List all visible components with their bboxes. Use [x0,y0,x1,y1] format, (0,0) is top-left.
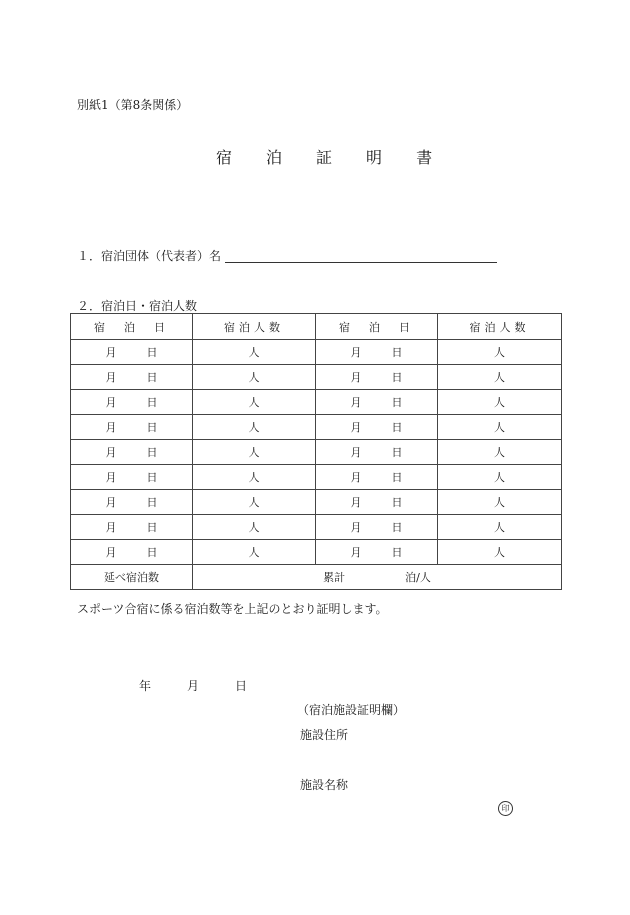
person-label: 人 [248,471,260,484]
section2-label: ２．宿泊日・宿泊人数 [77,299,198,313]
day-label: 日 [146,521,158,534]
guest-count-cell[interactable] [438,515,562,540]
section1-label: １．宿泊団体（代表者）名 [77,249,222,263]
table-row [71,365,562,390]
table-row [71,540,562,565]
month-label: 月 [105,446,117,459]
day-label: 日 [391,446,403,459]
guest-count-cell[interactable] [193,540,316,565]
month-label: 月 [105,471,117,484]
person-label: 人 [248,396,260,409]
guest-count-cell[interactable] [438,415,562,440]
stay-date-cell[interactable] [71,365,193,390]
stay-date-cell[interactable] [316,340,438,365]
day-label: 日 [146,421,158,434]
stay-date-cell[interactable] [71,340,193,365]
day-label: 日 [391,521,403,534]
month-label: 月 [105,371,117,384]
cumulative-label: 累計 [323,571,346,584]
day-label: 日 [391,471,403,484]
guest-count-cell[interactable] [193,415,316,440]
stay-date-cell[interactable] [316,515,438,540]
stay-date-cell[interactable] [316,390,438,415]
person-label: 人 [248,521,260,534]
day-label: 日 [146,471,158,484]
person-label: 人 [494,521,505,534]
day-label: 日 [146,346,158,359]
month-label: 月 [105,496,117,509]
guest-count-cell[interactable] [193,465,316,490]
stay-date-cell[interactable] [71,440,193,465]
stay-date-cell[interactable] [316,365,438,390]
total-row [71,565,562,590]
month-label: 月 [350,471,362,484]
stay-date-cell[interactable] [71,490,193,515]
header-guest-count: 宿泊人数 [193,314,316,340]
header-stay-date: 宿 泊 日 [71,314,193,340]
header-guest-count: 宿泊人数 [438,314,562,340]
person-label: 人 [248,346,260,359]
month-label: 月 [105,346,117,359]
month-label: 月 [350,396,362,409]
day-label: 日 [391,346,403,359]
guest-count-cell[interactable] [438,390,562,415]
facility-address-label: 施設住所 [300,728,349,742]
day-label: 日 [391,546,403,559]
person-label: 人 [494,396,505,409]
person-label: 人 [494,496,505,509]
stay-date-cell[interactable] [316,415,438,440]
guest-count-cell[interactable] [193,515,316,540]
day-label: 日 [146,496,158,509]
table-row [71,465,562,490]
header-note: 別紙1（第8条関係） [77,98,189,112]
title-char: 書 [416,148,433,167]
stay-date-cell[interactable] [71,390,193,415]
day-label: 日 [391,396,403,409]
stay-date-cell[interactable] [316,490,438,515]
month-label: 月 [105,396,117,409]
total-unit: 泊/人 [405,571,431,584]
person-label: 人 [494,471,505,484]
title-char: 明 [366,148,383,167]
month-label: 月 [105,421,117,434]
month-label: 月 [350,546,362,559]
person-label: 人 [248,371,260,384]
page-title [216,145,466,168]
seal-icon: 印 [498,801,513,816]
day-label: 日 [146,546,158,559]
day-label: 日 [146,396,158,409]
date-month: 月 [187,679,200,693]
month-label: 月 [350,421,362,434]
guest-count-cell[interactable] [193,440,316,465]
facility-name-label: 施設名称 [300,778,349,792]
group-name-field[interactable] [225,262,497,263]
guest-count-cell[interactable] [438,365,562,390]
title-char: 宿 [216,148,233,167]
person-label: 人 [494,546,505,559]
table-row [71,340,562,365]
table-row [71,440,562,465]
person-label: 人 [494,421,505,434]
guest-count-cell[interactable] [438,465,562,490]
month-label: 月 [105,546,117,559]
day-label: 日 [391,371,403,384]
guest-count-cell[interactable] [438,440,562,465]
person-label: 人 [494,371,505,384]
table-row [71,515,562,540]
stay-date-cell[interactable] [71,515,193,540]
month-label: 月 [105,521,117,534]
person-label: 人 [494,346,505,359]
guest-count-cell[interactable] [193,365,316,390]
day-label: 日 [391,496,403,509]
person-label: 人 [248,446,260,459]
facility-cert-label: （宿泊施設証明欄） [297,703,406,717]
person-label: 人 [248,546,260,559]
guest-count-cell[interactable] [438,540,562,565]
guest-count-cell[interactable] [438,490,562,515]
stay-date-cell[interactable] [71,415,193,440]
total-label: 延べ宿泊数 [71,565,193,590]
stay-table [70,313,562,590]
stay-date-cell[interactable] [316,440,438,465]
stay-date-cell[interactable] [316,540,438,565]
stay-date-cell[interactable] [71,465,193,490]
person-label: 人 [248,496,260,509]
guest-count-cell[interactable] [193,390,316,415]
header-stay-date: 宿 泊 日 [316,314,438,340]
person-label: 人 [494,446,505,459]
table-row [71,390,562,415]
date-day: 日 [235,679,248,693]
day-label: 日 [146,371,158,384]
table-row [71,490,562,515]
month-label: 月 [350,346,362,359]
day-label: 日 [391,421,403,434]
table-header-row [71,314,562,340]
month-label: 月 [350,496,362,509]
title-char: 泊 [266,148,283,167]
guest-count-cell[interactable] [438,340,562,365]
stay-date-cell[interactable] [316,465,438,490]
total-cell[interactable] [193,565,562,590]
day-label: 日 [146,446,158,459]
guest-count-cell[interactable] [193,490,316,515]
person-label: 人 [248,421,260,434]
table-row [71,415,562,440]
stay-date-cell[interactable] [71,540,193,565]
guest-count-cell[interactable] [193,340,316,365]
month-label: 月 [350,521,362,534]
month-label: 月 [350,446,362,459]
date-year: 年 [139,679,152,693]
title-char: 証 [316,148,333,167]
certification-text: スポーツ合宿に係る宿泊数等を上記のとおり証明します。 [77,602,388,616]
date-line [139,677,283,694]
month-label: 月 [350,371,362,384]
